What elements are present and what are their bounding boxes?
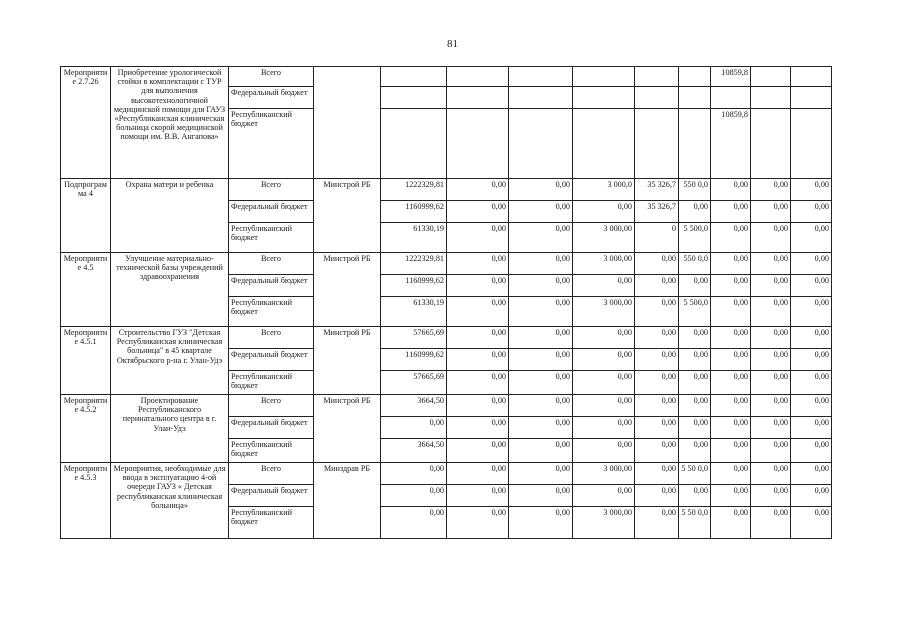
- value-cell-v3: 0,00: [509, 179, 573, 201]
- value-cell-v3: 0,00: [509, 297, 573, 327]
- value-cell-v1: 1222329,81: [381, 179, 447, 201]
- value-cell-v6: 0,00: [679, 485, 711, 507]
- value-cell-v9: [791, 87, 832, 109]
- table-row: [61, 179, 832, 201]
- value-cell-v2: [447, 67, 509, 87]
- value-cell-v8: [751, 87, 791, 109]
- funding-source-cell: Всего: [229, 67, 314, 87]
- value-cell-v5: 0,00: [635, 327, 679, 349]
- measure-code-cell: Мероприятие 4.5.2: [61, 395, 111, 463]
- value-cell-v4: 3 000,0: [573, 179, 635, 201]
- value-cell-v1: 0,00: [381, 507, 447, 539]
- executor-cell: Минздрав РБ: [314, 463, 381, 539]
- value-cell-v7: 0,00: [711, 507, 751, 539]
- table-row: [61, 327, 832, 349]
- measure-name-cell: Строительство ГУЗ "Детская Республиканская клиническая больница" в 45 квартале Октябрьского р-на г. Улан-Удэ: [111, 327, 229, 395]
- executor-cell: Минстрой РБ: [314, 395, 381, 463]
- value-cell-v6: 0,00: [679, 417, 711, 439]
- value-cell-v2: 0,00: [447, 253, 509, 275]
- value-cell-v1: 0,00: [381, 463, 447, 485]
- value-cell-v5: [635, 87, 679, 109]
- value-cell-v3: 0,00: [509, 223, 573, 253]
- funding-source-cell: Республиканский бюджет: [229, 507, 314, 539]
- funding-source-cell: Всего: [229, 253, 314, 275]
- funding-source-cell: Всего: [229, 327, 314, 349]
- value-cell-v7: 0,00: [711, 297, 751, 327]
- value-cell-v9: 0,00: [791, 463, 832, 485]
- value-cell-v5: [635, 67, 679, 87]
- measure-code-cell: Подпрограмма 4: [61, 179, 111, 253]
- value-cell-v5: 0,00: [635, 417, 679, 439]
- value-cell-v4: 0,00: [573, 417, 635, 439]
- value-cell-v2: [447, 87, 509, 109]
- value-cell-v8: 0,00: [751, 371, 791, 395]
- value-cell-v3: 0,00: [509, 201, 573, 223]
- value-cell-v2: 0,00: [447, 439, 509, 463]
- value-cell-v5: 0,00: [635, 439, 679, 463]
- value-cell-v5: 0: [635, 223, 679, 253]
- funding-source-cell: Республиканский бюджет: [229, 371, 314, 395]
- value-cell-v6: 5 500,0: [679, 297, 711, 327]
- value-cell-v8: 0,00: [751, 179, 791, 201]
- value-cell-v3: 0,00: [509, 417, 573, 439]
- value-cell-v5: [635, 109, 679, 179]
- value-cell-v5: 0,00: [635, 253, 679, 275]
- value-cell-v6: 0,00: [679, 349, 711, 371]
- value-cell-v7: 0,00: [711, 485, 751, 507]
- funding-source-cell: Республиканский бюджет: [229, 439, 314, 463]
- value-cell-v1: 3664,50: [381, 439, 447, 463]
- value-cell-v1: 1160999,62: [381, 275, 447, 297]
- value-cell-v4: 3 000,00: [573, 507, 635, 539]
- value-cell-v6: 0,00: [679, 201, 711, 223]
- value-cell-v9: 0,00: [791, 507, 832, 539]
- value-cell-v4: 0,00: [573, 371, 635, 395]
- value-cell-v2: 0,00: [447, 463, 509, 485]
- value-cell-v6: 5 500,0: [679, 223, 711, 253]
- value-cell-v7: 0,00: [711, 417, 751, 439]
- funding-source-cell: Федеральный бюджет: [229, 275, 314, 297]
- value-cell-v4: [573, 67, 635, 87]
- executor-cell: Минстрой РБ: [314, 253, 381, 327]
- value-cell-v6: 550 0,0: [679, 179, 711, 201]
- value-cell-v5: 0,00: [635, 275, 679, 297]
- value-cell-v4: [573, 109, 635, 179]
- funding-source-cell: Всего: [229, 395, 314, 417]
- value-cell-v1: 1160999,62: [381, 201, 447, 223]
- measure-code-cell: Мероприятие 2.7.26: [61, 67, 111, 179]
- value-cell-v2: 0,00: [447, 371, 509, 395]
- value-cell-v3: 0,00: [509, 253, 573, 275]
- value-cell-v6: 550 0,0: [679, 253, 711, 275]
- value-cell-v6: [679, 67, 711, 87]
- value-cell-v7: 0,00: [711, 463, 751, 485]
- value-cell-v5: 0,00: [635, 349, 679, 371]
- measure-code-cell: Мероприятие 4.5: [61, 253, 111, 327]
- funding-source-cell: Республиканский бюджет: [229, 297, 314, 327]
- funding-source-cell: Федеральный бюджет: [229, 417, 314, 439]
- value-cell-v6: 5 50 0,0: [679, 507, 711, 539]
- value-cell-v9: 0,00: [791, 201, 832, 223]
- page-number: 81: [447, 38, 458, 50]
- value-cell-v5: 0,00: [635, 297, 679, 327]
- value-cell-v9: 0,00: [791, 417, 832, 439]
- funding-source-cell: Всего: [229, 179, 314, 201]
- table-row: [61, 395, 832, 417]
- value-cell-v2: 0,00: [447, 485, 509, 507]
- value-cell-v4: 3 000,00: [573, 297, 635, 327]
- value-cell-v2: 0,00: [447, 201, 509, 223]
- value-cell-v5: 0,00: [635, 395, 679, 417]
- table-row: [61, 463, 832, 485]
- value-cell-v1: [381, 109, 447, 179]
- value-cell-v6: 0,00: [679, 327, 711, 349]
- value-cell-v2: 0,00: [447, 395, 509, 417]
- value-cell-v8: 0,00: [751, 201, 791, 223]
- value-cell-v8: [751, 67, 791, 87]
- value-cell-v3: 0,00: [509, 327, 573, 349]
- value-cell-v6: [679, 109, 711, 179]
- value-cell-v7: [711, 87, 751, 109]
- value-cell-v7: 0,00: [711, 253, 751, 275]
- value-cell-v8: 0,00: [751, 349, 791, 371]
- value-cell-v2: 0,00: [447, 349, 509, 371]
- value-cell-v6: 0,00: [679, 371, 711, 395]
- value-cell-v7: 0,00: [711, 179, 751, 201]
- value-cell-v6: 0,00: [679, 275, 711, 297]
- value-cell-v1: 57665,69: [381, 327, 447, 349]
- value-cell-v7: 10859,8: [711, 67, 751, 87]
- funding-source-cell: Республиканский бюджет: [229, 109, 314, 179]
- value-cell-v5: 0,00: [635, 507, 679, 539]
- value-cell-v1: 61330,19: [381, 297, 447, 327]
- value-cell-v5: 35 326,7: [635, 179, 679, 201]
- value-cell-v7: 0,00: [711, 349, 751, 371]
- funding-source-cell: Федеральный бюджет: [229, 201, 314, 223]
- value-cell-v7: 0,00: [711, 275, 751, 297]
- value-cell-v4: 0,00: [573, 485, 635, 507]
- value-cell-v1: 57665,69: [381, 371, 447, 395]
- value-cell-v9: 0,00: [791, 223, 832, 253]
- value-cell-v7: 0,00: [711, 395, 751, 417]
- value-cell-v7: 0,00: [711, 327, 751, 349]
- value-cell-v8: 0,00: [751, 439, 791, 463]
- value-cell-v4: 0,00: [573, 327, 635, 349]
- value-cell-v7: 0,00: [711, 439, 751, 463]
- value-cell-v3: [509, 67, 573, 87]
- value-cell-v6: 0,00: [679, 439, 711, 463]
- executor-cell: [314, 67, 381, 179]
- value-cell-v3: [509, 87, 573, 109]
- value-cell-v4: 3 000,00: [573, 223, 635, 253]
- value-cell-v5: 0,00: [635, 463, 679, 485]
- table-row: [61, 253, 832, 275]
- value-cell-v3: 0,00: [509, 507, 573, 539]
- value-cell-v4: 0,00: [573, 349, 635, 371]
- value-cell-v3: 0,00: [509, 463, 573, 485]
- table-row: [61, 67, 832, 87]
- value-cell-v6: 0,00: [679, 395, 711, 417]
- value-cell-v8: 0,00: [751, 275, 791, 297]
- value-cell-v2: 0,00: [447, 223, 509, 253]
- measure-name-cell: Мероприятия, необходимые для ввода в эксплуатацию 4-ой очереди ГАУЗ « Детская республиканская клиническая больница»: [111, 463, 229, 539]
- value-cell-v2: 0,00: [447, 179, 509, 201]
- value-cell-v8: 0,00: [751, 485, 791, 507]
- funding-source-cell: Федеральный бюджет: [229, 349, 314, 371]
- value-cell-v1: 61330,19: [381, 223, 447, 253]
- value-cell-v9: 0,00: [791, 179, 832, 201]
- value-cell-v8: 0,00: [751, 297, 791, 327]
- value-cell-v7: 0,00: [711, 223, 751, 253]
- value-cell-v2: 0,00: [447, 507, 509, 539]
- value-cell-v3: 0,00: [509, 275, 573, 297]
- value-cell-v5: 35 326,7: [635, 201, 679, 223]
- value-cell-v1: [381, 87, 447, 109]
- value-cell-v9: 0,00: [791, 439, 832, 463]
- value-cell-v8: 0,00: [751, 327, 791, 349]
- value-cell-v5: 0,00: [635, 485, 679, 507]
- value-cell-v1: [381, 67, 447, 87]
- value-cell-v8: 0,00: [751, 507, 791, 539]
- value-cell-v9: 0,00: [791, 371, 832, 395]
- measure-code-cell: Мероприятие 4.5.1: [61, 327, 111, 395]
- value-cell-v9: 0,00: [791, 253, 832, 275]
- measure-name-cell: Охрана матери и ребенка: [111, 179, 229, 253]
- value-cell-v3: [509, 109, 573, 179]
- value-cell-v3: 0,00: [509, 371, 573, 395]
- value-cell-v9: 0,00: [791, 485, 832, 507]
- value-cell-v2: 0,00: [447, 275, 509, 297]
- value-cell-v6: [679, 87, 711, 109]
- value-cell-v3: 0,00: [509, 439, 573, 463]
- value-cell-v7: 0,00: [711, 371, 751, 395]
- value-cell-v7: 0,00: [711, 201, 751, 223]
- value-cell-v7: 10859,8: [711, 109, 751, 179]
- value-cell-v8: [751, 109, 791, 179]
- value-cell-v9: 0,00: [791, 275, 832, 297]
- value-cell-v4: 3 000,00: [573, 253, 635, 275]
- value-cell-v4: 0,00: [573, 275, 635, 297]
- value-cell-v8: 0,00: [751, 253, 791, 275]
- value-cell-v3: 0,00: [509, 485, 573, 507]
- value-cell-v4: [573, 87, 635, 109]
- value-cell-v4: 0,00: [573, 439, 635, 463]
- funding-source-cell: Федеральный бюджет: [229, 485, 314, 507]
- value-cell-v9: [791, 67, 832, 87]
- value-cell-v4: 0,00: [573, 395, 635, 417]
- value-cell-v3: 0,00: [509, 395, 573, 417]
- value-cell-v2: 0,00: [447, 327, 509, 349]
- value-cell-v8: 0,00: [751, 395, 791, 417]
- value-cell-v4: 0,00: [573, 201, 635, 223]
- measure-code-cell: Мероприятие 4.5.3: [61, 463, 111, 539]
- value-cell-v2: 0,00: [447, 417, 509, 439]
- value-cell-v8: 0,00: [751, 417, 791, 439]
- value-cell-v9: 0,00: [791, 395, 832, 417]
- funding-source-cell: Республиканский бюджет: [229, 223, 314, 253]
- value-cell-v2: [447, 109, 509, 179]
- value-cell-v1: 3664,50: [381, 395, 447, 417]
- measure-name-cell: Проектирование Республиканского перинатального центра в г. Улан-Удэ: [111, 395, 229, 463]
- value-cell-v3: 0,00: [509, 349, 573, 371]
- funding-source-cell: Федеральный бюджет: [229, 87, 314, 109]
- value-cell-v9: 0,00: [791, 327, 832, 349]
- measure-name-cell: Улучшение материально-технической базы учреждений здравоохранения: [111, 253, 229, 327]
- executor-cell: Минстрой РБ: [314, 179, 381, 253]
- value-cell-v1: 1160999,62: [381, 349, 447, 371]
- measure-name-cell: Приобретение урологической стойки в комплектации с ТУР для выполнения высокотехнологичной медицинской помощи для ГАУЗ «Республиканская клиническая больница скорой медицинской помощи им. В.В. Ангапова»: [111, 67, 229, 179]
- funding-source-cell: Всего: [229, 463, 314, 485]
- budget-table: [60, 66, 832, 539]
- value-cell-v1: 0,00: [381, 485, 447, 507]
- value-cell-v9: 0,00: [791, 297, 832, 327]
- value-cell-v8: 0,00: [751, 463, 791, 485]
- executor-cell: Минстрой РБ: [314, 327, 381, 395]
- value-cell-v1: 0,00: [381, 417, 447, 439]
- value-cell-v9: 0,00: [791, 349, 832, 371]
- value-cell-v8: 0,00: [751, 223, 791, 253]
- value-cell-v9: [791, 109, 832, 179]
- value-cell-v6: 5 50 0,0: [679, 463, 711, 485]
- value-cell-v1: 1222329,81: [381, 253, 447, 275]
- value-cell-v2: 0,00: [447, 297, 509, 327]
- value-cell-v4: 3 000,00: [573, 463, 635, 485]
- value-cell-v5: 0,00: [635, 371, 679, 395]
